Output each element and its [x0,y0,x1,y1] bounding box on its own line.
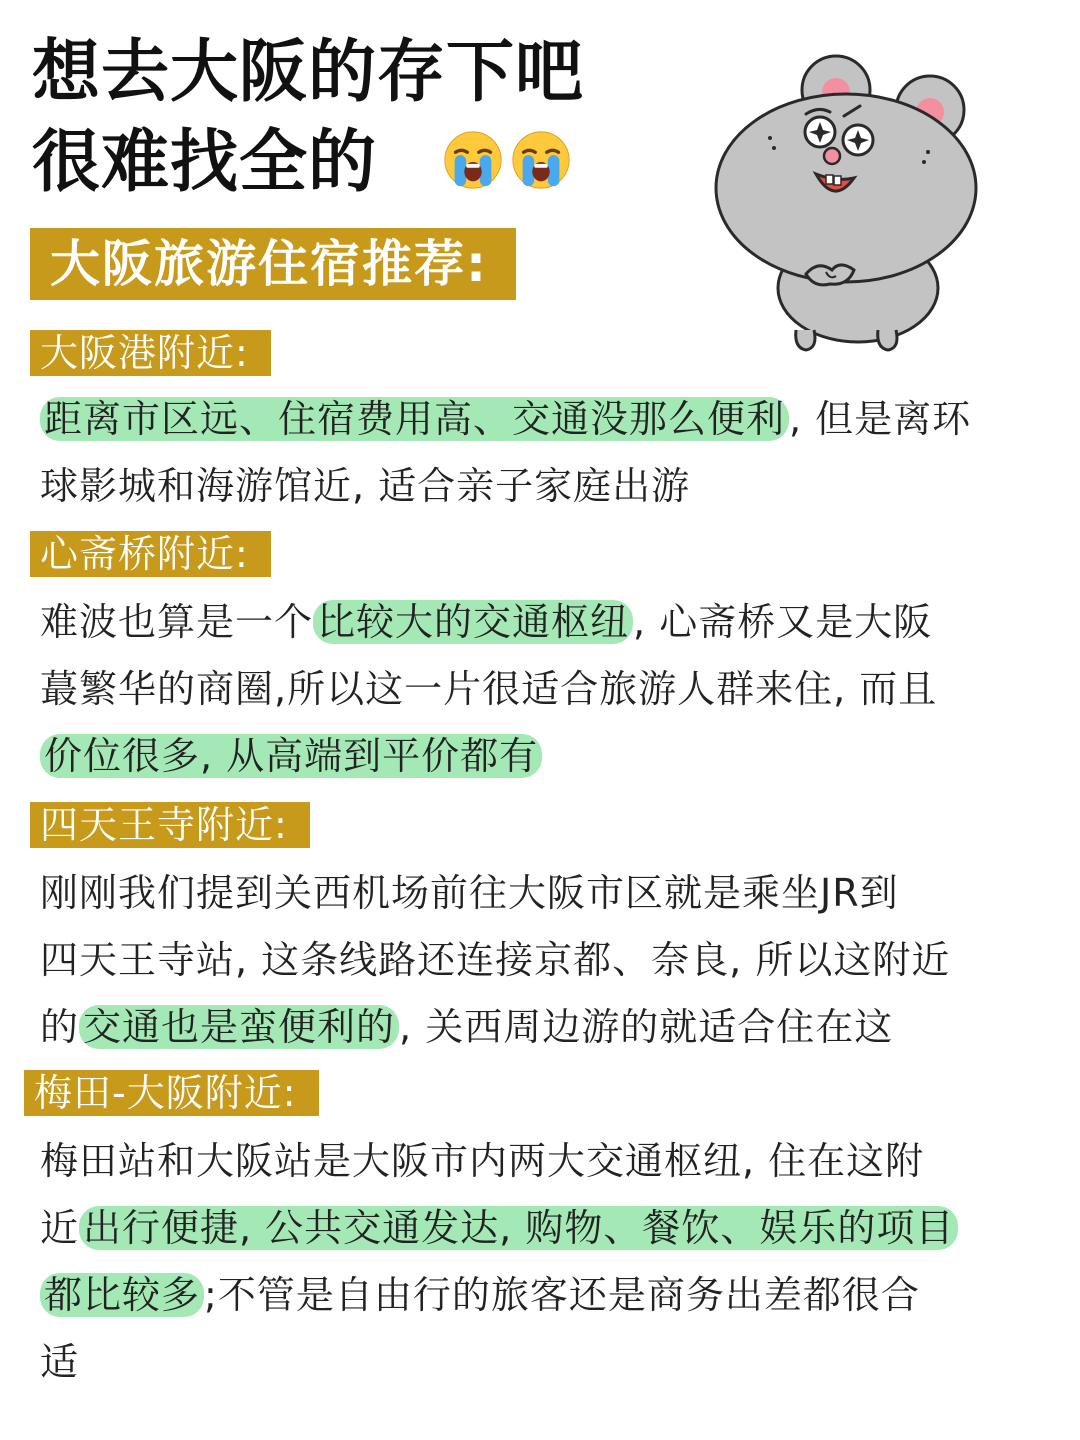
section-paragraph-umeda [40,1128,1070,1396]
line-text: 球影城和海游馆近, 适合亲子家庭出游 [40,464,691,508]
highlight-text: 价位很多, 从高端到平价都有 [40,734,542,778]
line-text: 蕞繁华的商圈,所以这一片很适合旅游人群来住, 而且 [40,667,938,711]
section-banner: 大阪旅游住宿推荐: [30,228,516,300]
paragraph-line [40,453,1070,520]
page-title-line-1: 想去大阪的存下吧 [32,33,585,112]
line-text: 适 [40,1340,80,1384]
highlight-text: 都比较多 [40,1273,204,1317]
highlight-text: 出行便捷, 公共交通发达, 购物、餐饮、娱乐的项目 [79,1206,958,1250]
highlight-text: 比较大的交通枢纽 [313,600,633,644]
line-text: , 心斋桥又是大阪 [633,600,933,644]
section-paragraph-osaka-port [40,386,1070,520]
crying-face-icon [442,129,504,191]
line-text: 刚刚我们提到关西机场前往大阪市区就是乘坐JR到 [40,871,899,915]
paragraph-line [40,386,1070,453]
section-label-shinsaibashi: 心斋桥附近: [30,531,271,577]
section-label-umeda: 梅田-大阪附近: [24,1070,319,1116]
page-title-line-2 [32,118,572,208]
paragraph-line [40,927,1070,994]
paragraph-line [40,860,1070,927]
paragraph-line [40,1128,1070,1195]
paragraph-line [40,589,1070,656]
crying-face-icon [510,129,572,191]
paragraph-line [40,994,1070,1061]
line-text: ;不管是自由行的旅客还是商务出差都很合 [204,1273,920,1317]
line-text: , 但是离环 [789,397,972,441]
section-paragraph-shitennoji [40,860,1070,1061]
paragraph-line [40,656,1070,723]
line-text: , 关西周边游的就适合住在这 [399,1005,894,1049]
paragraph-line [40,723,1070,790]
section-label-shitennoji: 四天王寺附近: [30,802,310,848]
line-text: 难波也算是一个 [40,600,314,644]
page-title-text: 很难找全的 [32,123,378,202]
highlight-text: 距离市区远、住宿费用高、交通没那么便利 [40,397,789,441]
highlight-text: 交通也是蛮便利的 [79,1005,399,1049]
line-text: 梅田站和大阪站是大阪市内两大交通枢纽, 住在这附 [40,1139,925,1183]
section-paragraph-shinsaibashi [40,589,1070,790]
line-text: 的 [40,1005,80,1049]
paragraph-line [40,1195,1070,1262]
paragraph-line [40,1329,1070,1396]
paragraph-line [40,1262,1070,1329]
section-label-osaka-port: 大阪港附近: [30,330,271,376]
line-text: 近 [40,1206,80,1250]
gray-mouse-sticker [708,48,988,358]
line-text: 四天王寺站, 这条线路还连接京都、奈良, 所以这附近 [40,938,951,982]
